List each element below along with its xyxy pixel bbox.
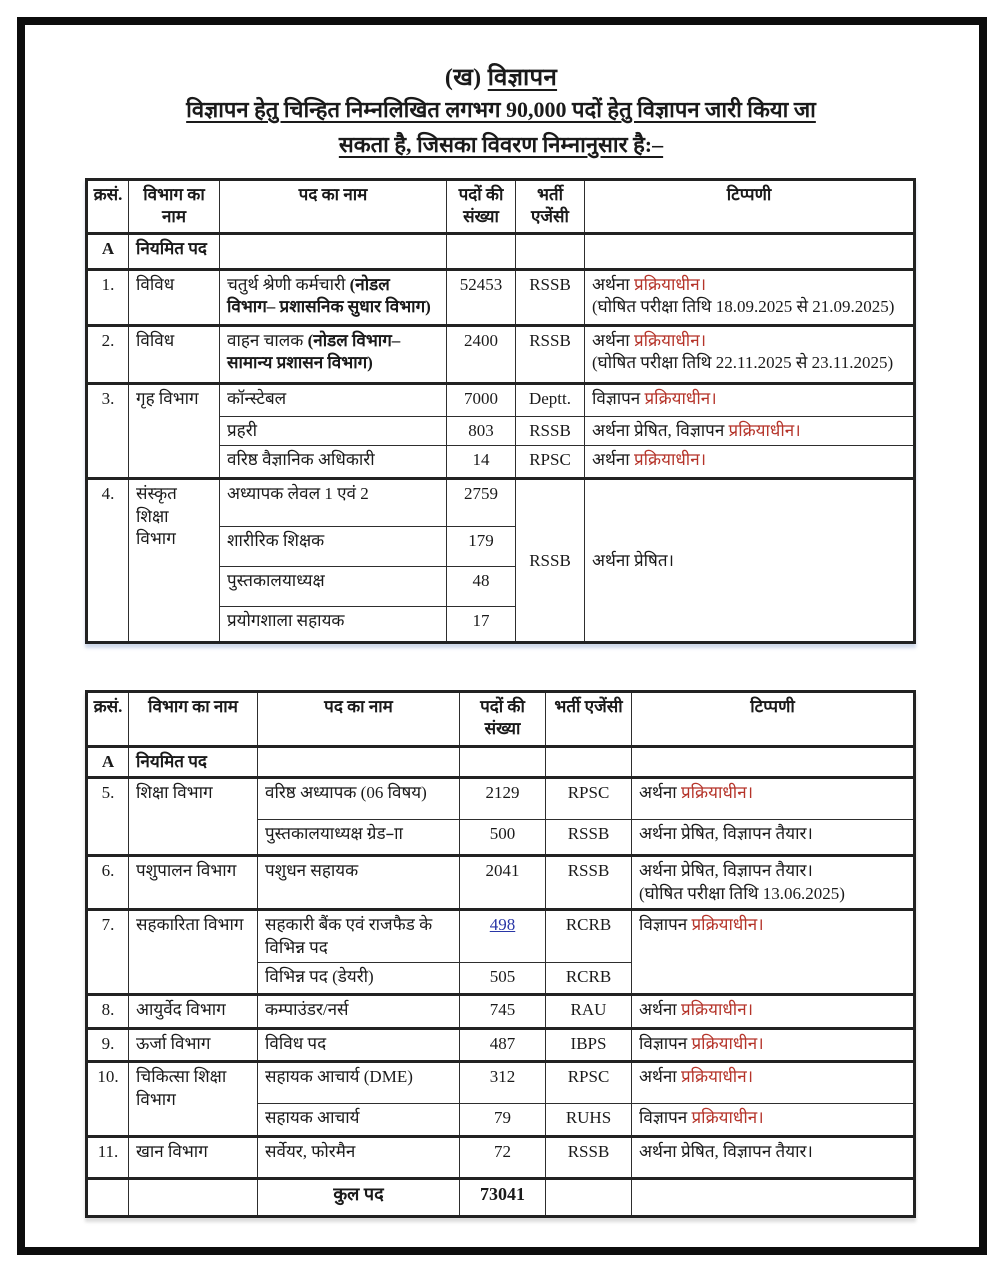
col-header-post-name: पद का नाम <box>258 692 460 747</box>
cell-serial: A <box>87 233 129 269</box>
cell-post-count: 14 <box>447 446 516 479</box>
heading-underlined-word: विज्ञापन <box>487 65 558 91</box>
col-header-post-name: पद का नाम <box>220 180 447 234</box>
table-row <box>87 747 915 778</box>
recruitment-table-2 <box>85 690 916 1218</box>
table-row <box>87 325 915 383</box>
cell-post-name: कुल पद <box>258 1179 460 1217</box>
document-subheading-line2: सकता है, जिसका विवरण निम्नानुसार है:– <box>338 132 664 157</box>
cell-post-count: 2759 <box>447 479 516 527</box>
cell-post-count: 179 <box>447 527 516 567</box>
post-count-link[interactable]: 498 <box>489 915 516 935</box>
cell-post-name: सर्वेयर, फोरमैन <box>258 1137 460 1179</box>
cell-department: आयुर्वेद विभाग <box>129 995 258 1029</box>
cell-remarks: अर्थना प्रक्रियाधीन। <box>585 446 915 479</box>
cell-agency: RUHS <box>546 1104 632 1137</box>
status-red-text: प्रक्रियाधीन। <box>691 915 764 935</box>
cell-serial: 7. <box>87 910 129 995</box>
cell-post-count: 803 <box>447 416 516 445</box>
table-row <box>87 1179 915 1217</box>
cell-post-name: विविध पद <box>258 1029 460 1062</box>
cell-department: ऊर्जा विभाग <box>129 1029 258 1062</box>
cell-remarks <box>585 233 915 269</box>
cell-post-count: 312 <box>460 1062 546 1104</box>
cell-post-count: 48 <box>447 567 516 607</box>
recruitment-table-1 <box>85 178 916 644</box>
cell-post-name: शारीरिक शिक्षक <box>220 527 447 567</box>
cell-post-name: अध्यापक लेवल 1 एवं 2 <box>220 479 447 527</box>
cell-post-name <box>258 747 460 778</box>
cell-post-name: पुस्तकालयाध्यक्ष <box>220 567 447 607</box>
cell-post-name: सहकारी बैंक एवं राजफैड के विभिन्न पद <box>258 910 460 963</box>
cell-post-count: 500 <box>460 820 546 856</box>
cell-agency: RSSB <box>546 820 632 856</box>
cell-remarks: अर्थना प्रक्रियाधीन। <box>632 778 915 820</box>
cell-agency: RPSC <box>516 446 585 479</box>
status-red-text: प्रक्रियाधीन। <box>728 420 801 440</box>
cell-department: नियमित पद <box>129 747 258 778</box>
cell-agency: RSSB <box>546 1137 632 1179</box>
table-row <box>87 995 915 1029</box>
cell-post-count: 2129 <box>460 778 546 820</box>
cell-remarks: अर्थना प्रेषित। <box>585 479 915 643</box>
cell-remarks <box>632 1179 915 1217</box>
cell-post-count: 745 <box>460 995 546 1029</box>
cell-post-name: विभिन्न पद (डेयरी) <box>258 963 460 995</box>
cell-serial: 3. <box>87 383 129 478</box>
col-header-department: विभाग का नाम <box>129 692 258 747</box>
cell-post-name: कॉन्स्टेबल <box>220 383 447 416</box>
table-row <box>87 910 915 963</box>
bold-text: (नोडल विभाग– प्रशासनिक सुधार विभाग) <box>227 274 431 317</box>
cell-agency: RSSB <box>516 479 585 643</box>
col-header-agency: भर्ती एजेंसी <box>546 692 632 747</box>
cell-post-count: 2041 <box>460 856 546 910</box>
col-header-remarks: टिप्पणी <box>585 180 915 234</box>
cell-post-count: 2400 <box>447 325 516 383</box>
cell-remarks: अर्थना प्रक्रियाधीन। <box>632 995 915 1029</box>
col-header-department: विभाग का नाम <box>129 180 220 234</box>
table-row <box>87 479 915 527</box>
cell-remarks: अर्थना प्रेषित, विज्ञापन तैयार। <box>632 820 915 856</box>
cell-serial: 10. <box>87 1062 129 1137</box>
cell-remarks: अर्थना प्रेषित, विज्ञापन तैयार। (घोषित परीक्षा तिथि 13.06.2025) <box>632 856 915 910</box>
cell-post-count: 17 <box>447 607 516 643</box>
cell-post-name: वरिष्ठ वैज्ञानिक अधिकारी <box>220 446 447 479</box>
cell-agency: RSSB <box>516 325 585 383</box>
table-row <box>87 383 915 416</box>
cell-post-name: वाहन चालक (नोडल विभाग– सामान्य प्रशासन विभाग) <box>220 325 447 383</box>
cell-remarks: अर्थना प्रक्रियाधीन। <box>632 1062 915 1104</box>
cell-agency: RPSC <box>546 778 632 820</box>
cell-agency: RCRB <box>546 910 632 963</box>
document-heading <box>0 60 1002 93</box>
cell-post-count <box>447 233 516 269</box>
status-red-text: प्रक्रियाधीन। <box>633 274 707 294</box>
col-header-post-count: पदों की संख्या <box>447 180 516 234</box>
status-red-text: प्रक्रियाधीन। <box>633 450 707 470</box>
cell-post-name: पशुधन सहायक <box>258 856 460 910</box>
header-row <box>87 692 915 747</box>
status-red-text: प्रक्रियाधीन। <box>680 1000 754 1020</box>
cell-serial <box>87 1179 129 1217</box>
cell-department: पशुपालन विभाग <box>129 856 258 910</box>
cell-post-count <box>460 747 546 778</box>
status-red-text: प्रक्रियाधीन। <box>680 1067 754 1087</box>
col-header-agency: भर्ती एजेंसी <box>516 180 585 234</box>
cell-serial: 1. <box>87 269 129 325</box>
status-red-text: प्रक्रियाधीन। <box>680 783 754 803</box>
cell-remarks: विज्ञापन प्रक्रियाधीन। <box>632 1104 915 1137</box>
cell-department: गृह विभाग <box>129 383 220 478</box>
cell-post-count: 505 <box>460 963 546 995</box>
header-row <box>87 180 915 234</box>
cell-serial: 9. <box>87 1029 129 1062</box>
status-red-text: प्रक्रियाधीन। <box>633 330 707 350</box>
table-row <box>87 1062 915 1104</box>
cell-remarks: अर्थना प्रेषित, विज्ञापन प्रक्रियाधीन। <box>585 416 915 445</box>
cell-post-name: पुस्तकालयाध्यक्ष ग्रेड–ाा <box>258 820 460 856</box>
cell-serial: 6. <box>87 856 129 910</box>
cell-department: शिक्षा विभाग <box>129 778 258 856</box>
table-row <box>87 233 915 269</box>
cell-post-name: कम्पाउंडर/नर्स <box>258 995 460 1029</box>
cell-remarks: अर्थना प्रक्रियाधीन। (घोषित परीक्षा तिथि 22.11.2025 से 23.11.2025) <box>585 325 915 383</box>
cell-remarks: विज्ञापन प्रक्रियाधीन। <box>632 1029 915 1062</box>
cell-agency: RCRB <box>546 963 632 995</box>
cell-remarks: विज्ञापन प्रक्रियाधीन। <box>585 383 915 416</box>
cell-serial: 2. <box>87 325 129 383</box>
cell-post-name: प्रहरी <box>220 416 447 445</box>
col-header-remarks: टिप्पणी <box>632 692 915 747</box>
cell-agency: RAU <box>546 995 632 1029</box>
status-red-text: प्रक्रियाधीन। <box>644 388 717 408</box>
cell-department: नियमित पद <box>129 233 220 269</box>
cell-agency <box>546 1179 632 1217</box>
cell-remarks: अर्थना प्रेषित, विज्ञापन तैयार। <box>632 1137 915 1179</box>
cell-agency: RSSB <box>516 269 585 325</box>
cell-agency: RSSB <box>516 416 585 445</box>
cell-agency: RPSC <box>546 1062 632 1104</box>
cell-post-count <box>460 910 546 963</box>
cell-serial: 5. <box>87 778 129 856</box>
cell-remarks <box>632 747 915 778</box>
cell-remarks: विज्ञापन प्रक्रियाधीन। <box>632 910 915 995</box>
status-red-text: प्रक्रियाधीन। <box>691 1034 764 1054</box>
cell-department: विविध <box>129 269 220 325</box>
cell-remarks: अर्थना प्रक्रियाधीन। (घोषित परीक्षा तिथि 18.09.2025 से 21.09.2025) <box>585 269 915 325</box>
cell-agency: RSSB <box>546 856 632 910</box>
col-header-post-count: पदों की संख्या <box>460 692 546 747</box>
cell-post-count: 72 <box>460 1137 546 1179</box>
table-row <box>87 1029 915 1062</box>
cell-agency <box>546 747 632 778</box>
cell-post-count: 52453 <box>447 269 516 325</box>
cell-department: चिकित्सा शिक्षा विभाग <box>129 1062 258 1137</box>
table-row <box>87 856 915 910</box>
cell-post-name <box>220 233 447 269</box>
cell-department: विविध <box>129 325 220 383</box>
cell-serial: A <box>87 747 129 778</box>
cell-department: संस्कृत शिक्षा विभाग <box>129 479 220 643</box>
table-row <box>87 1137 915 1179</box>
cell-department: खान विभाग <box>129 1137 258 1179</box>
status-red-text: प्रक्रियाधीन। <box>691 1108 764 1128</box>
table-row <box>87 778 915 820</box>
table-row <box>87 269 915 325</box>
cell-post-name: वरिष्ठ अध्यापक (06 विषय) <box>258 778 460 820</box>
cell-post-name: चतुर्थ श्रेणी कर्मचारी (नोडल विभाग– प्रशासनिक सुधार विभाग) <box>220 269 447 325</box>
cell-serial: 4. <box>87 479 129 643</box>
cell-agency: IBPS <box>546 1029 632 1062</box>
col-header-serial: क्रसं. <box>87 692 129 747</box>
cell-post-count: 487 <box>460 1029 546 1062</box>
col-header-serial: क्रसं. <box>87 180 129 234</box>
cell-serial: 8. <box>87 995 129 1029</box>
document-subheading-line1: विज्ञापन हेतु चिन्हित निम्नलिखित लगभग 90,000 पदों हेतु विज्ञापन जारी किया जा <box>186 97 816 122</box>
cell-post-name: सहायक आचार्य <box>258 1104 460 1137</box>
heading-prefix: (ख) <box>444 65 488 91</box>
cell-post-count: 73041 <box>460 1179 546 1217</box>
cell-post-count: 7000 <box>447 383 516 416</box>
cell-post-name: प्रयोगशाला सहायक <box>220 607 447 643</box>
cell-post-count: 79 <box>460 1104 546 1137</box>
cell-agency: Deptt. <box>516 383 585 416</box>
cell-post-name: सहायक आचार्य (DME) <box>258 1062 460 1104</box>
cell-agency <box>516 233 585 269</box>
cell-department <box>129 1179 258 1217</box>
cell-department: सहकारिता विभाग <box>129 910 258 995</box>
cell-serial: 11. <box>87 1137 129 1179</box>
bold-text: (नोडल विभाग– सामान्य प्रशासन विभाग) <box>227 330 401 373</box>
